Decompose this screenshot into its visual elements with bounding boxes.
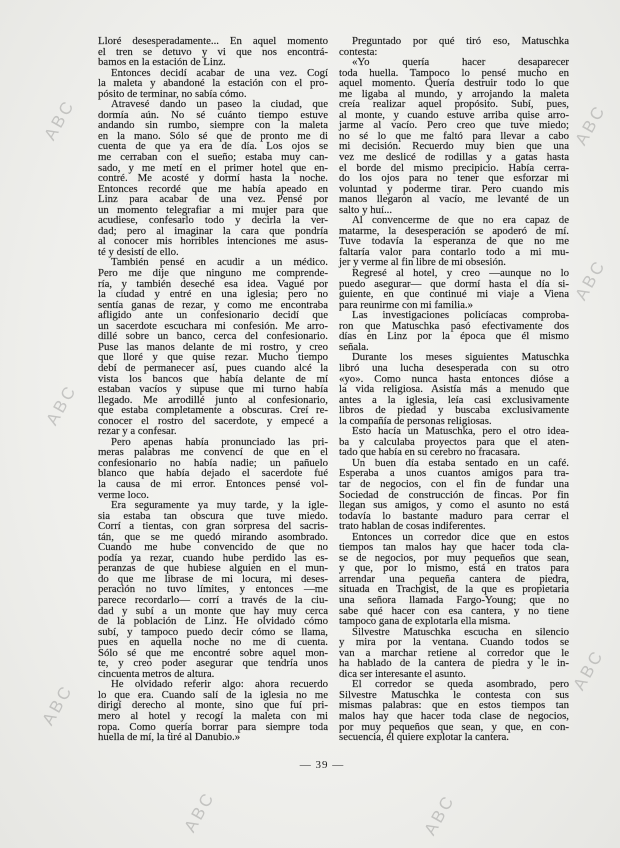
text-line: una señora llamada Fargo-Young; que no [339,593,569,606]
text-line: lo que era. Cuando salí de la iglesia no me [98,688,328,701]
paragraph [339,426,569,458]
text-line: salto y huí... [339,203,393,216]
paragraph [339,215,569,268]
text-line: Tuve todavía la esperanza de que no me [339,235,569,248]
abc-watermark: ABC [40,95,79,144]
paragraph [339,36,569,57]
text-line: afligido ante un confesionario decidí que [98,309,328,322]
text-line: Entonces decidí acabar de una vez. Cogí [111,66,328,79]
text-line: al conocer mis horribles intenciones me asus- [98,235,328,248]
text-line: situada en Trachgist, de la que es propietaria [339,583,569,596]
text-line: Al convencerme de que no era capaz de [352,214,569,227]
right-column [339,36,569,743]
abc-watermark: ABC [420,790,459,839]
text-line: sado, y me metí en el primer hotel que en- [98,161,328,174]
text-line: jarme al vacío. Pero creo que tuve miedo; [339,119,569,132]
text-line: voluntad y poderme tirar. Pero cuando mis [339,182,569,195]
text-line: que lloré y que quise rezar. Mucho tiempo [98,351,328,364]
text-line: la vida religiosa. Asistía más a menudo que [339,383,569,396]
text-line: un momento telegrafiar a mi mujer para que [98,203,328,216]
text-line: me cerraban con el sueño; estaba muy can- [98,151,328,164]
text-line: ría, y también deseché esa idea. Vagué por [98,277,328,290]
text-line: conocer el rostro del sacerdote, y empecé a [98,414,328,427]
text-line: cincuenta metros de altura. [98,667,215,680]
text-line: faltaría valor para contarlo todo a mi mu- [339,245,569,258]
abc-watermark: ABC [571,255,610,304]
text-line: «Yo quería hacer desaparecer [352,56,569,69]
text-line: dormía aún. No sé cuánto tiempo estuve [98,108,328,121]
text-line: jer y verme al fin libre de mi obsesión. [339,256,507,269]
paragraph [339,679,569,742]
text-line: podía ya rezar, cuando hube perdido las es- [98,551,328,564]
text-line: Preguntado por qué tiró eso, Matuschka [352,35,569,47]
text-line: parece recordarlo— corrí a través de la ciu- [98,593,328,606]
text-line: Lloré desesperadamente... En aquel momento [98,35,328,47]
text-line: contré. Me acosté y dormí hasta la noche. [98,172,328,185]
text-line: pues en aquella noche no me di cuenta. [98,636,328,649]
text-line: toda huella. Tampoco lo pensé mucho en [339,66,569,79]
text-line: Corrí a tientas, con gran sorpresa del sacris- [98,520,328,533]
paragraph [98,679,328,742]
text-line: do los ojos para no tener que esforzar mi [339,172,569,185]
text-line: manos llegaron al vacío, me levanté de un [339,193,569,206]
text-line: mero al hotel y recogí la maleta con mi [98,710,328,722]
text-line: te, y creo poder asegurar que tendría unos [98,657,328,670]
abc-watermark: ABC [38,680,77,729]
text-line: guiente, en que continué mi viaje a Viena [339,288,569,301]
paragraph [339,352,569,426]
text-line: Regresé al hotel, y creo —aunque no lo [352,267,569,280]
text-line: El corredor se queda asombrado, pero [352,678,569,691]
text-line: secuencia, él quiere explotar la cantera. [339,731,509,744]
text-line: pósito de terminar, no sabía cómo. [98,87,247,100]
text-line: trato hablan de cosas indiferentes. [339,520,486,533]
text-line: y que, por lo mismo, está en tratos para [339,562,569,575]
text-line: blanco que había dejado el sacerdote fué [98,467,328,480]
paragraph [98,68,328,100]
text-line: Pero apenas había pronunciado las pri- [111,435,328,448]
text-line: sentía ganas de rezar, y como me encontraba [98,298,328,311]
text-line: acudiese, confesarlo todo y decirla la ver- [98,214,328,227]
text-line: sabe qué hacer con esa cantera, y no tiene [339,604,569,617]
text-line: la causa de mi error. Entonces pensé vol- [98,477,328,490]
abc-watermark: ABC [180,787,219,836]
abc-watermark: ABC [569,645,608,694]
text-line: Sólo sé que me encontré sobre aquel mon- [98,646,328,659]
paragraph [98,36,328,68]
text-line: en la mano. Sólo sé que de pronto me di [98,129,328,142]
text-line: llegado. Me arrodillé junto al confesionario, [98,393,328,406]
text-line: té y desistí de ello. [98,245,179,258]
text-line: ha hablado de la cantera de piedra y le in- [339,657,569,670]
paragraph [339,458,569,532]
text-line: la compañía de personas religiosas. [339,414,492,427]
text-line: la maleta y abandoné la estación con el pro- [98,77,328,90]
text-line: ba y calculaba proyectos para que el aten- [339,435,569,448]
paragraph [98,500,328,679]
text-line: Linz para acabar de una vez. Pensé por [98,193,328,206]
text-line: Esto hacía un Matuschka, pero el otro idea- [352,425,569,438]
text-line: bamos en la estación de Linz. [98,56,226,69]
text-line: contesta: [339,45,378,58]
text-line: debí de permanecer así, pues cuando alcé la [98,361,328,374]
text-line: mismas palabras: que en estos tiempos tan [339,699,569,712]
text-line: un sacerdote escuchara mi confesión. Me arro- [98,319,328,332]
text-line: antes a la iglesia, leía casi exclusivamente [339,393,569,406]
text-line: todavía lo bastante maduro para cerrar el [339,509,569,522]
text-line: Silvestre Matuschka escucha en silencio [352,625,569,638]
text-line: se de negocios, por muy pequeños que sean, [339,551,569,564]
text-line: verme loco. [98,488,149,501]
text-line: la ciudad y entré en una iglesia; pero no [98,288,328,301]
text-line: libró una lucha desesperada con su otro [339,361,569,374]
text-line: do que me librase de mi locura, mi deses- [98,572,328,585]
text-line: Entonces recordé que me había apeado en [98,182,328,195]
text-line: aquel momento. Quería destruir todo lo que [339,77,569,90]
text-line: creía realizar aquel propósito. Subí, pues, [339,98,569,111]
text-line: llegan sus amigos, y como el asunto no está [339,499,569,512]
text-line: huella de mí, la tiré al Danubio.» [98,731,241,744]
abc-watermark: ABC [42,380,81,429]
text-line: estaban vacíos y supuse que mi turno había [98,383,328,396]
text-line: puedo asegurar— que dormí hasta el día si- [339,277,569,290]
text-line: tán, que se me quedó mirando asombrado. [98,530,328,543]
text-line: meras palabras me convencí de que en el [98,446,328,459]
text-line: mi decisión. Recuerdo muy bien que una [339,140,569,153]
text-line: tampoco gana de explotarla ella misma. [339,615,511,628]
text-line: dica ser interesante el asunto. [339,667,466,680]
text-line: libros de piedad y buscaba exclusivamente [339,404,569,417]
text-line: peración no tuvo límites, y entonces —me [98,583,328,596]
text-line: señala. [339,340,369,353]
text-line: malos hay que hacer toda clase de negocios, [339,710,569,722]
text-line: ron que Matuschka pasó efectivamente dos [339,319,569,332]
text-line: tar de negocios, con el fin de fundar una [339,477,569,490]
text-line: días en Linz por la época que él mismo [339,330,569,343]
text-line: cuenta de que ya era de día. Los ojos se [98,140,328,153]
text-line: Un buen día estaba sentado en un café. [352,456,569,469]
text-line: vista los bancos que había delante de mí [98,372,328,385]
paragraph [98,99,328,257]
text-line: Entonces un corredor dice que en estos [352,530,569,543]
text-line: He olvidado referir algo: ahora recuerdo [111,678,328,691]
text-line: al monte, y cuando estuve arriba quise arro- [339,108,569,121]
abc-watermark: ABC [571,100,610,149]
text-line: matarme, la desesperación se apoderó de mí. [339,224,569,237]
text-line: Pero me dije que ninguno me comprende- [98,267,328,280]
paragraph [339,310,569,352]
paragraph [98,437,328,500]
text-line: de la población de Linz. He olvidado cómo [98,615,328,628]
text-line: no sé lo que me faltó para llevar a cabo [339,129,569,142]
text-line: tiempos tan malos hay que hacer toda cla- [339,541,569,554]
text-line: van a marchar retiene al corredor que le [339,646,569,659]
left-column [98,36,328,743]
text-line: peranzas de que hubiese alguien en el mun- [98,562,328,575]
text-line: arrendar una pequeña cantera de piedra, [339,572,569,585]
text-line: Durante los meses siguientes Matuschka [352,351,569,364]
text-line: dad y subí a un monte que hay muy cerca [98,604,328,617]
page-number: — 39 — [299,759,345,771]
text-line: subí, y tampoco puedo decir cómo se llama, [98,625,328,638]
text-line: Puse las manos delante de mi rostro, y creo [98,340,328,353]
text-line: Era seguramente ya muy tarde, y la igle- [111,499,328,512]
text-line: el tren se detuvo y vi que nos encontrá- [98,45,328,58]
paragraph [98,257,328,436]
text-line: Sociedad de construcción de fincas. Por fin [339,488,569,501]
text-line: me ligaba al mundo, y arrojando la maleta [339,87,569,100]
text-line: Esperaba a unos cuantos amigos para tra- [339,467,569,480]
text-line: sia estaba tan obscura que tuve miedo. [98,509,328,522]
text-line: para reunirme con mi familia.» [339,298,474,311]
text-line: Silvestre Matuschka le contesta con sus [339,688,569,701]
text-line: confesionario no había nadie; un pañuelo [98,456,328,469]
text-line: vez me deslicé de rodillas y a gatas hasta [339,151,569,164]
text-line: andando sin rumbo, siempre con la maleta [98,119,328,132]
text-line: «yo». Como nunca hasta entonces dióse a [339,372,569,385]
text-line: dad; pero al imaginar la cara que pondría [98,224,328,237]
text-line: Cuando me hube convencido de que no [98,541,328,554]
text-line: que estaba completamente a obscuras. Creí re- [98,404,328,417]
text-line: dillé sobre un banco, cerca del confesionario. [98,330,328,343]
text-line: rezar y a confesar. [98,425,177,438]
paragraph [339,268,569,310]
paragraph [339,627,569,680]
text-line: También pensé en acudir a un médico. [111,256,328,269]
text-line: el borde del mismo precipicio. Había cerra- [339,161,569,174]
paragraph [339,532,569,627]
text-line: Atravesé dando un paseo la ciudad, que [111,98,328,111]
text-line: tado que había en su cerebro no fracasara. [339,446,521,459]
paragraph [339,57,569,215]
text-line: dirigí derecho al monte, sino que fuí pri- [98,699,328,712]
text-line: y mira por la ventana. Cuando todos se [339,636,569,649]
text-line: ropa. Como quería borrar para siempre toda [98,720,328,733]
text-line: por muy pequeños que sean, y que, en con- [339,720,569,733]
text-line: Las investigaciones policíacas comproba- [352,309,569,322]
